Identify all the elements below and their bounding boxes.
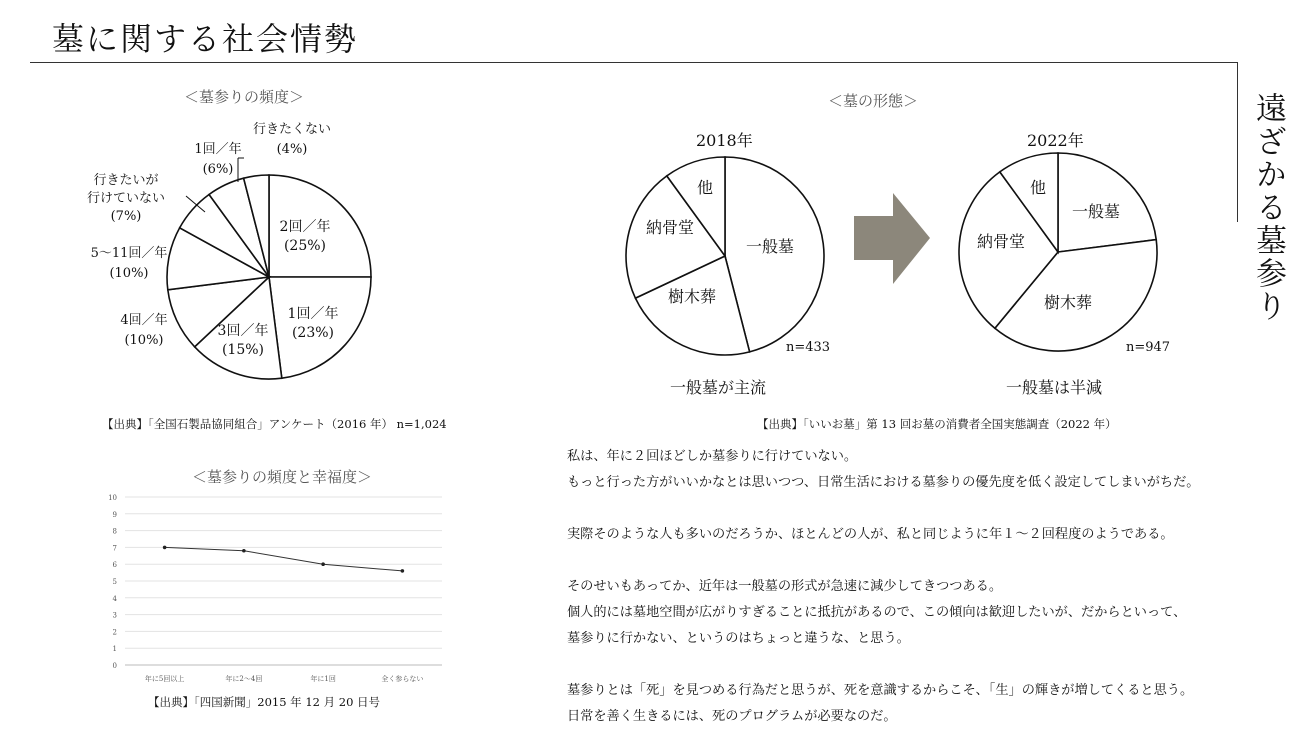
pie-label: 1回／年 (6%) <box>194 142 242 177</box>
x-tick-label: 年に2～4回 <box>225 675 263 683</box>
year-2018-label: 2018年 <box>696 131 753 150</box>
conclusion-2018: 一般墓が主流 <box>670 378 767 397</box>
pie-2018-slices <box>626 157 824 355</box>
vertical-title: 遠ざかる墓参り <box>1250 92 1286 323</box>
essay-line: もっと行った方がいいかなとは思いつつ、日常生活における墓参りの優先度を低く設定してしまいがちだ。 <box>567 475 1200 490</box>
pie-label: 4回／年 (10%) <box>120 313 168 348</box>
pie-frequency-caption: ＜墓参りの頻度＞ <box>184 88 305 106</box>
y-tick-label: 3 <box>112 611 117 620</box>
y-tick-label: 8 <box>112 527 117 536</box>
year-2022-label: 2022年 <box>1027 131 1084 150</box>
essay-line: 私は、年に２回ほどしか墓参りに行けていない。 <box>567 449 858 464</box>
slice-label: 一般墓 <box>1072 202 1121 221</box>
slice-label: 樹木葬 <box>668 287 717 306</box>
slice-label: 納骨堂 <box>646 218 695 237</box>
essay-line <box>567 548 1199 574</box>
grave-form-source: 【出典】「いいお墓」第 13 回お墓の消費者全国実態調査（2022 年） <box>757 417 1117 431</box>
y-tick-label: 6 <box>112 561 117 570</box>
essay-line: 墓参りとは「死」を見つめる行為だと思うが、死を意識するからこそ、「生」の輝きが増してくると思う。 <box>567 683 1194 698</box>
pie-label: 1回／年 (23%) <box>287 306 339 341</box>
essay-line: 実際そのような人も多いのだろうか、ほとんどの人が、私と同じように年１～２回程度のようである。 <box>567 527 1174 542</box>
n-2018: n=433 <box>786 340 831 355</box>
y-tick-label: 4 <box>112 594 117 603</box>
happiness-line-chart <box>0 0 560 732</box>
slice-label: 納骨堂 <box>977 232 1026 251</box>
slice-label: 他 <box>1030 178 1047 197</box>
slice-label: 一般墓 <box>746 237 795 256</box>
pie-label: 3回／年 (15%) <box>217 323 269 358</box>
pie-label: 行きたいが 行けていない (7%) <box>86 173 165 224</box>
x-tick-label: 年に1回 <box>310 675 336 683</box>
y-tick-label: 7 <box>112 544 117 553</box>
essay-line: そのせいもあってか、近年は一般墓の形式が急速に減少してきつつある。 <box>567 579 1003 594</box>
essay-line <box>567 496 1199 522</box>
essay-line <box>567 652 1199 678</box>
x-tick-label: 全く参らない <box>381 675 424 683</box>
slice-label: 樹木葬 <box>1044 293 1093 312</box>
pie-frequency-source: 【出典】「全国石製品協同組合」アンケート（2016 年） n=1,024 <box>102 417 447 431</box>
essay-line: 日常を善く生きるには、死のプログラムが必要なのだ。 <box>567 709 897 724</box>
pie-2022-slices <box>959 153 1157 351</box>
essay-text <box>567 444 1199 730</box>
y-tick-label: 0 <box>112 662 117 670</box>
data-point <box>401 569 405 573</box>
slice-label: 他 <box>697 178 714 197</box>
happiness-source: 【出典】「四国新聞」2015 年 12 月 20 日号 <box>148 695 381 709</box>
series-line <box>165 547 403 571</box>
pie-label: 5～11回／年 (10%) <box>90 246 168 281</box>
y-tick-label: 5 <box>112 578 117 586</box>
y-tick-label: 10 <box>108 494 117 502</box>
data-point <box>242 549 246 553</box>
data-point <box>321 562 325 566</box>
y-tick-label: 1 <box>112 645 117 654</box>
x-tick-label: 年に5回以上 <box>144 675 185 683</box>
y-tick-label: 9 <box>112 510 117 519</box>
transition-arrow <box>854 193 930 284</box>
pie-label: 行きたくない (4%) <box>252 122 331 157</box>
grave-form-caption: ＜墓の形態＞ <box>828 92 919 110</box>
page-title: 墓に関する社会情勢 <box>52 20 359 58</box>
data-point <box>163 546 167 550</box>
essay-line: 墓参りに行かない、というのはちょっと違うな、と思う。 <box>567 631 910 646</box>
happiness-caption: ＜墓参りの頻度と幸福度＞ <box>192 468 373 486</box>
essay-line: 個人的には墓地空間が広がりすぎることに抵抗があるので、この傾向は歓迎したいが、だからといって、 <box>567 605 1187 620</box>
n-2022: n=947 <box>1126 340 1171 355</box>
y-tick-label: 2 <box>112 628 117 637</box>
pie-label: 2回／年 (25%) <box>279 219 331 254</box>
conclusion-2022: 一般墓は半減 <box>1006 378 1103 397</box>
